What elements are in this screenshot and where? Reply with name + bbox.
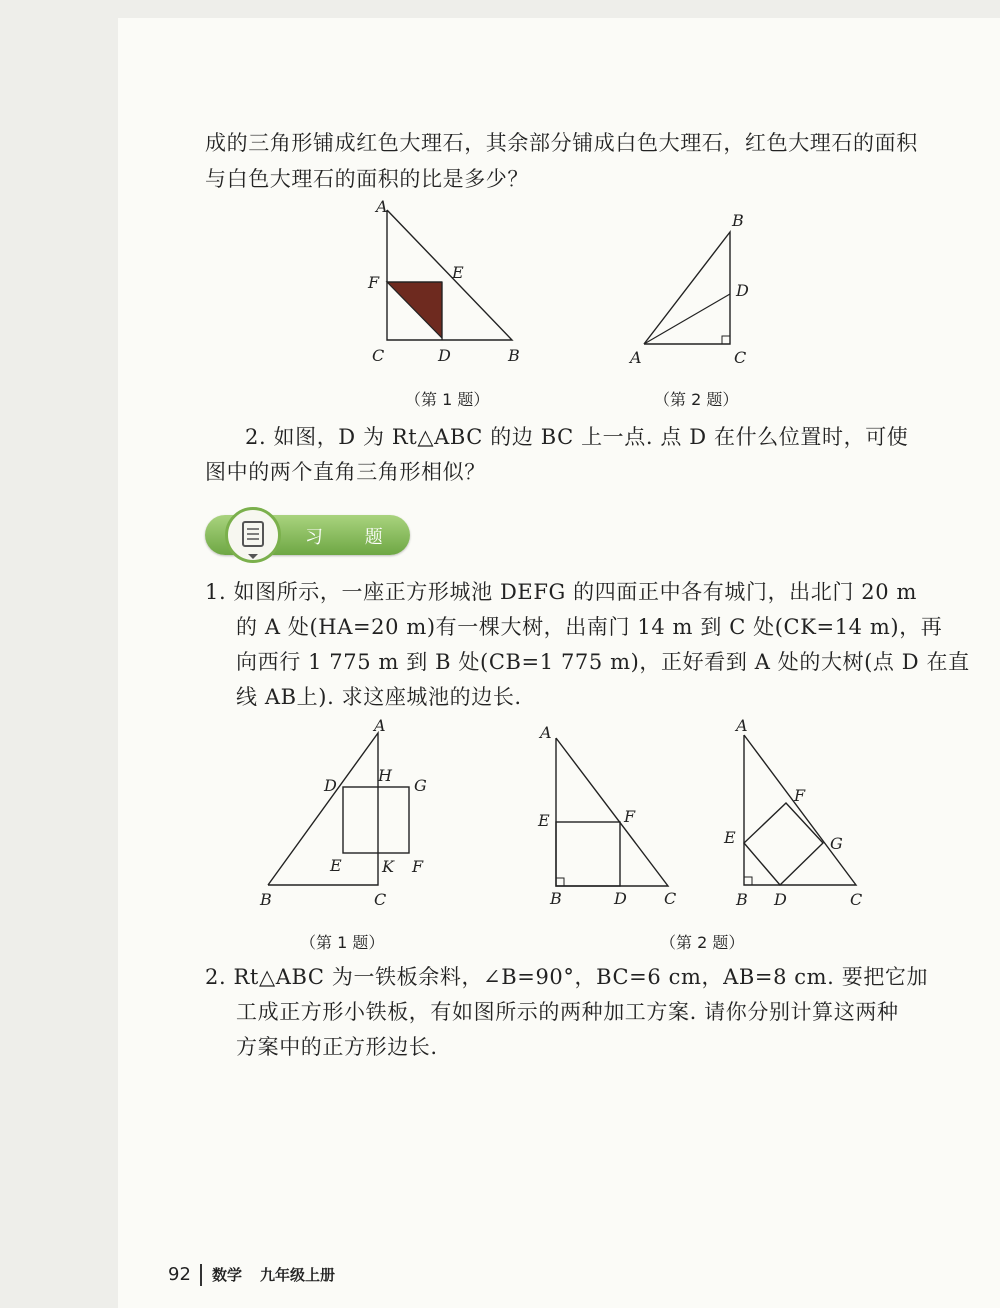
label-B: B <box>736 890 748 909</box>
label-F: F <box>412 857 424 876</box>
label-A: A <box>376 198 388 216</box>
problem-intro-line-2: 与白色大理石的面积的比是多少？ <box>205 167 529 191</box>
label-D: D <box>736 281 749 300</box>
label-B: B <box>508 346 520 365</box>
practice-fig1-caption: （第 1 题） <box>405 390 490 409</box>
label-F: F <box>624 807 636 826</box>
exercise-figure-1 <box>250 715 450 915</box>
problem-intro-line-1: 成的三角形铺成红色大理石，其余部分铺成白色大理石，红色大理石的面积 <box>205 131 918 155</box>
label-F: F <box>794 786 806 805</box>
label-K: K <box>382 857 394 876</box>
practice-q2-line-2: 图中的两个直角三角形相似？ <box>205 460 486 484</box>
label-H: H <box>378 766 392 785</box>
label-F: F <box>368 273 380 292</box>
practice-figure-2 <box>620 210 760 370</box>
exercise-q1-line-4: 线 AB上). 求这座城池的边长. <box>236 685 522 709</box>
exercise-figure-2b <box>718 715 878 910</box>
label-D: D <box>774 890 787 909</box>
label-E: E <box>538 811 550 830</box>
exercises-title: 习 题 <box>305 527 401 548</box>
label-C: C <box>850 890 863 909</box>
label-C: C <box>734 348 747 367</box>
footer-divider <box>200 1264 202 1286</box>
label-D: D <box>614 889 627 908</box>
label-D: D <box>324 776 337 795</box>
label-B: B <box>732 211 744 230</box>
red-marble-triangle <box>387 282 442 338</box>
label-G: G <box>830 834 843 853</box>
book-subject: 数学 <box>212 1266 243 1284</box>
label-E: E <box>330 856 342 875</box>
label-G: G <box>414 776 427 795</box>
practice-figure-1 <box>360 198 540 368</box>
label-E: E <box>452 263 464 282</box>
exercises-badge <box>205 515 410 555</box>
exercise-q2-line-2: 工成正方形小铁板，有如图所示的两种加工方案. 请你分别计算这两种 <box>236 1000 899 1024</box>
exercise-q1-line-3: 向西行 1 775 m 到 B 处(CB=1 775 m)，正好看到 A 处的大树(点 D 在直 <box>236 650 970 674</box>
label-A: A <box>374 716 386 735</box>
label-B: B <box>550 889 562 908</box>
page-number: 92 <box>168 1264 191 1285</box>
label-C: C <box>372 346 385 365</box>
label-A: A <box>540 723 552 742</box>
label-C: C <box>664 889 677 908</box>
practice-fig2-caption: （第 2 题） <box>654 390 739 409</box>
label-E: E <box>724 828 736 847</box>
exercise-q2-line-1: 2. Rt△ABC 为一铁板余料，∠B=90°，BC=6 cm，AB=8 cm. 要把它加 <box>205 965 929 989</box>
exercise-figure-2a <box>530 718 690 908</box>
exercise-q1-line-2: 的 A 处(HA=20 m)有一棵大树，出南门 14 m 到 C 处(CK=14 m)，再 <box>236 615 943 639</box>
label-D: D <box>438 346 451 365</box>
exercise-q2-line-3: 方案中的正方形边长. <box>236 1035 438 1059</box>
label-A: A <box>736 716 748 735</box>
notebook-icon <box>225 507 281 563</box>
exercise-q1-line-1: 1. 如图所示，一座正方形城池 DEFG 的四面正中各有城门，出北门 20 m <box>205 580 917 604</box>
book-grade: 九年级上册 <box>260 1266 336 1284</box>
label-B: B <box>260 890 272 909</box>
exercise-fig1-caption: （第 1 题） <box>300 933 385 952</box>
practice-q2-line-1: 2. 如图，D 为 Rt△ABC 的边 BC 上一点. 点 D 在什么位置时，可使 <box>245 425 909 449</box>
label-A: A <box>630 348 642 367</box>
exercise-fig2-caption: （第 2 题） <box>660 933 745 952</box>
label-C: C <box>374 890 387 909</box>
